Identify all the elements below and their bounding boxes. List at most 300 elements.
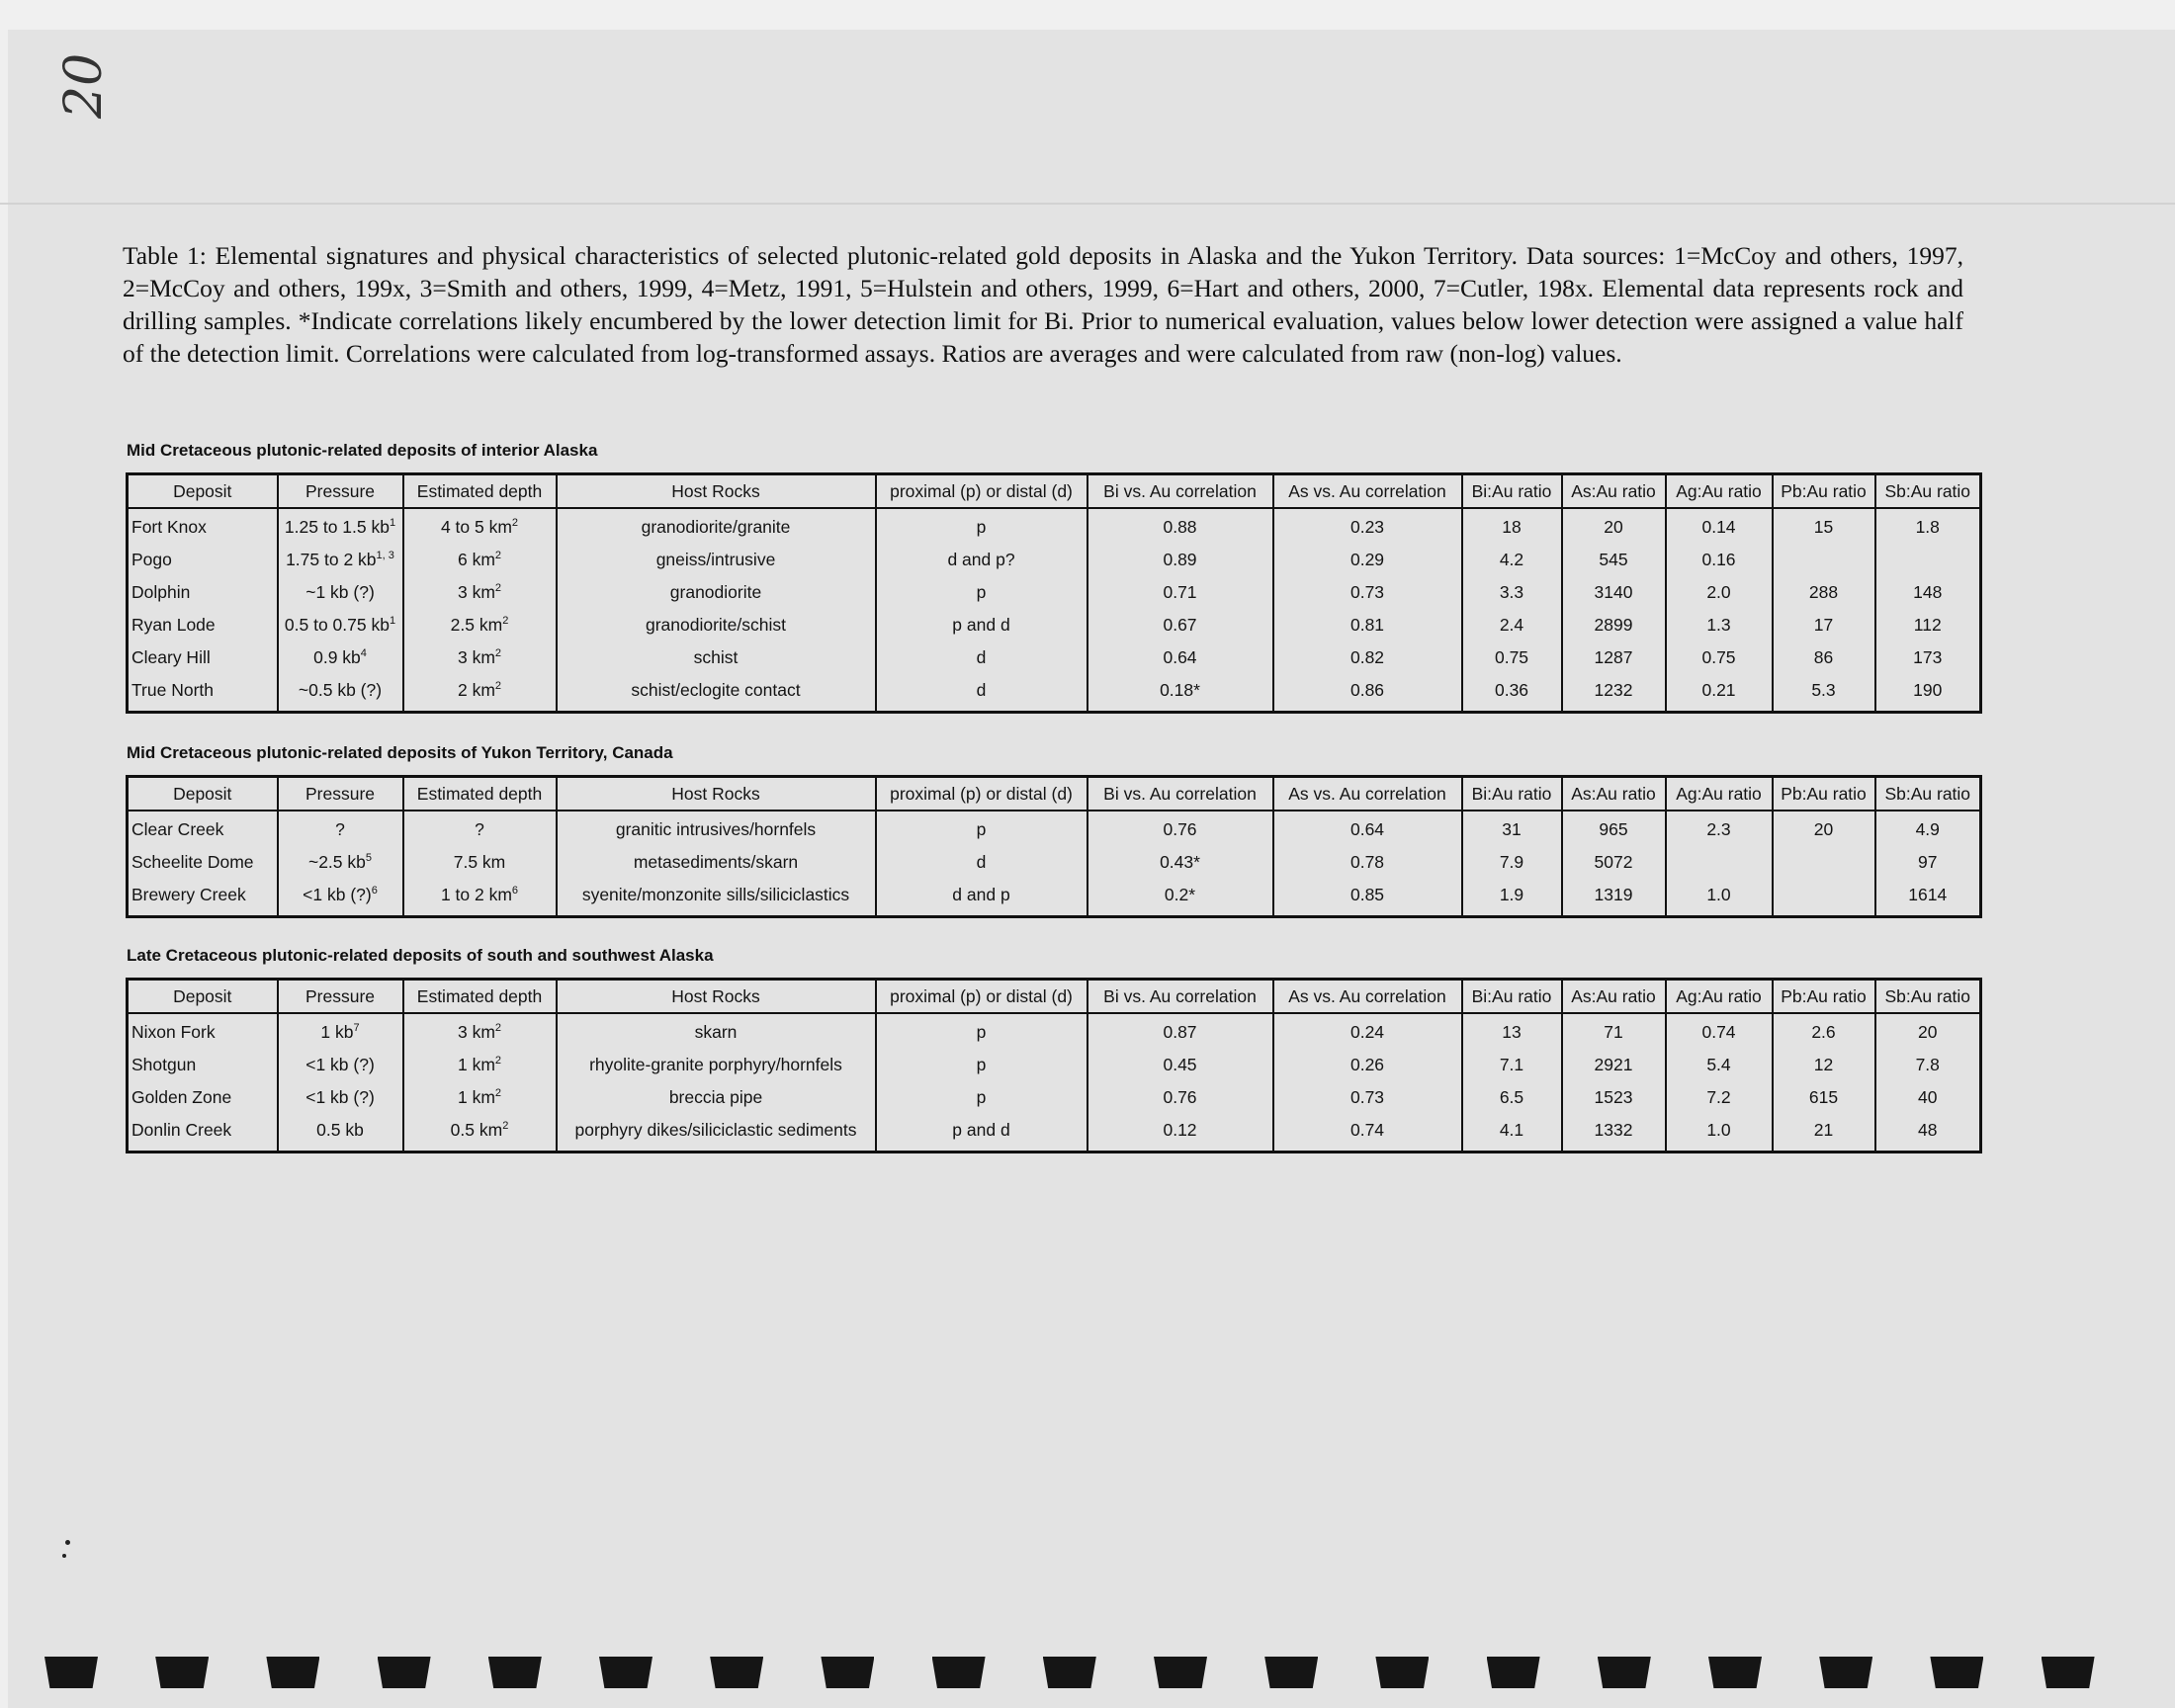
feed-hole	[710, 1657, 763, 1688]
cell-bi-au-ratio	[1462, 508, 1562, 544]
table-caption: Table 1: Elemental signatures and physical characteristics of selected plutonic-related gold deposits in Alaska and the Yukon Territory. Data sources: 1=McCoy and others, 1997, 2=McCoy and others, 199x, 3=Smith and others, 1999, 4=Metz, 1991, 5=Hulstein and others, 1999, 6=Hart and others, 2000, 7=Cutler, 198x. Elemental data represents rock and drilling samples. *Indicate correlations likely encumbered by the lower detection limit for Bi. Prior to numerical evaluation, values below lower detection were assigned a value half of the detection limit. Correlations were calculated from log-transformed assays. Ratios are averages and were calculated from raw (non-log) values.	[123, 241, 1963, 368]
column-header-pressure: Pressure	[278, 980, 403, 1014]
cell-as-au-correlation	[1273, 1114, 1462, 1153]
feed-hole	[1819, 1657, 1872, 1688]
cell-as-au-ratio	[1562, 846, 1666, 879]
header-row	[128, 980, 1981, 1014]
cell-value: 86	[1813, 647, 1834, 667]
cell-value: 0.73	[1349, 1087, 1385, 1107]
feed-hole	[821, 1657, 874, 1688]
cell-as-au-correlation	[1273, 879, 1462, 917]
cell-value: 21	[1813, 1120, 1834, 1140]
cell-as-au-correlation	[1273, 576, 1462, 609]
column-header-proximal-distal: proximal (p) or distal (d)	[876, 474, 1088, 509]
source-footnote: 2	[494, 680, 502, 693]
cell-estimated-depth	[403, 576, 557, 609]
cell-bi-au-ratio	[1462, 674, 1562, 713]
cell-pressure	[278, 846, 403, 879]
cell-value: porphyry dikes/siliciclastic sediments	[574, 1120, 857, 1140]
cell-value: 0.67	[1163, 615, 1197, 635]
table-row	[128, 641, 1981, 674]
cell-proximal-distal	[876, 1081, 1088, 1114]
cell-bi-au-ratio	[1462, 544, 1562, 576]
cell-value: 4.2	[1499, 550, 1524, 569]
cell-proximal-distal	[876, 576, 1088, 609]
cell-value: 7.9	[1499, 852, 1524, 872]
cell-value: 7.1	[1499, 1055, 1524, 1074]
cell-value: Fort Knox	[131, 517, 207, 537]
cell-value: 112	[1913, 615, 1942, 635]
cell-host-rocks	[557, 1049, 876, 1081]
cell-host-rocks	[557, 1114, 876, 1153]
cell-value: metasediments/skarn	[633, 852, 799, 872]
cell-deposit	[128, 609, 278, 641]
cell-ag-au-ratio	[1666, 674, 1773, 713]
table-row	[128, 811, 1981, 846]
cell-value: 0.86	[1349, 680, 1385, 700]
cell-value: 17	[1813, 615, 1834, 635]
cell-bi-au-correlation	[1088, 544, 1273, 576]
cell-proximal-distal	[876, 641, 1088, 674]
cell-value: schist	[693, 647, 739, 667]
table-row	[128, 609, 1981, 641]
source-footnote: 2	[511, 517, 519, 530]
cell-value: 1332	[1594, 1120, 1633, 1140]
cell-value: True North	[131, 680, 214, 700]
cell-pb-au-ratio	[1773, 674, 1875, 713]
cell-proximal-distal	[876, 811, 1088, 846]
column-header-pressure: Pressure	[278, 474, 403, 509]
cell-proximal-distal	[876, 879, 1088, 917]
cell-value: 0.64	[1163, 647, 1197, 667]
column-header-estimated-depth: Estimated depth	[403, 777, 557, 811]
cell-pressure	[278, 544, 403, 576]
cell-ag-au-ratio	[1666, 1049, 1773, 1081]
table-yukon	[126, 775, 1982, 918]
cell-value: granodiorite/granite	[641, 517, 791, 537]
source-footnote: 6	[371, 885, 378, 897]
cell-value: syenite/monzonite sills/siliciclastics	[581, 885, 850, 904]
cell-sb-au-ratio	[1875, 609, 1981, 641]
cell-as-au-correlation	[1273, 1049, 1462, 1081]
cell-bi-au-ratio	[1462, 879, 1562, 917]
cell-value: 20	[1604, 517, 1623, 537]
cell-host-rocks	[557, 641, 876, 674]
cell-proximal-distal	[876, 846, 1088, 879]
cell-sb-au-ratio	[1875, 1049, 1981, 1081]
cell-estimated-depth	[403, 609, 557, 641]
cell-proximal-distal	[876, 1114, 1088, 1153]
cell-value: Brewery Creek	[131, 885, 246, 904]
cell-as-au-ratio	[1562, 576, 1666, 609]
cell-as-au-correlation	[1273, 1081, 1462, 1114]
cell-pb-au-ratio	[1773, 811, 1875, 846]
cell-estimated-depth	[403, 641, 557, 674]
section-title-interior-alaska: Mid Cretaceous plutonic-related deposits of interior Alaska	[127, 441, 598, 460]
cell-as-au-ratio	[1562, 879, 1666, 917]
cell-as-au-ratio	[1562, 1013, 1666, 1049]
cell-pressure	[278, 609, 403, 641]
cell-proximal-distal	[876, 1049, 1088, 1081]
cell-value: 0.64	[1349, 819, 1385, 839]
cell-ag-au-ratio	[1666, 1114, 1773, 1153]
feed-hole	[1708, 1657, 1762, 1688]
cell-value: Pogo	[131, 550, 172, 569]
cell-pb-au-ratio	[1773, 1114, 1875, 1153]
cell-value: d and p	[952, 885, 1010, 904]
column-header-as-au-correlation: As vs. Au correlation	[1273, 474, 1462, 509]
cell-deposit	[128, 576, 278, 609]
feed-hole	[1043, 1657, 1096, 1688]
scan-left-margin	[0, 30, 8, 1708]
cell-pressure	[278, 1049, 403, 1081]
cell-value: granodiorite/schist	[645, 615, 787, 635]
table-south-alaska	[126, 978, 1982, 1153]
cell-pb-au-ratio	[1773, 508, 1875, 544]
cell-deposit	[128, 508, 278, 544]
cell-host-rocks	[557, 609, 876, 641]
cell-value: Scheelite Dome	[131, 852, 254, 872]
cell-host-rocks	[557, 811, 876, 846]
cell-value: 965	[1599, 819, 1628, 839]
cell-value: gneiss/intrusive	[655, 550, 776, 569]
cell-value: 0.9 kb	[313, 647, 361, 667]
cell-value: 0.26	[1349, 1055, 1385, 1074]
cell-as-au-ratio	[1562, 508, 1666, 544]
cell-value: 3.3	[1499, 582, 1524, 602]
cell-value: 0.14	[1701, 517, 1736, 537]
column-header-ag-au-ratio: Ag:Au ratio	[1666, 777, 1773, 811]
cell-value: 0.74	[1701, 1022, 1736, 1042]
source-footnote: 1	[389, 517, 396, 530]
cell-value: <1 kb (?)	[305, 1087, 375, 1107]
source-footnote: 4	[360, 647, 367, 660]
cell-value: skarn	[694, 1022, 738, 1042]
column-header-proximal-distal: proximal (p) or distal (d)	[876, 777, 1088, 811]
section-title-south-alaska: Late Cretaceous plutonic-related deposits of south and southwest Alaska	[127, 946, 714, 965]
cell-ag-au-ratio	[1666, 544, 1773, 576]
column-header-sb-au-ratio: Sb:Au ratio	[1875, 777, 1981, 811]
table-row	[128, 1081, 1981, 1114]
cell-value: 0.87	[1163, 1022, 1197, 1042]
cell-value: Nixon Fork	[131, 1022, 216, 1042]
cell-bi-au-correlation	[1088, 609, 1273, 641]
cell-value: Cleary Hill	[131, 647, 211, 667]
cell-value: 1.25 to 1.5 kb	[284, 517, 390, 537]
cell-bi-au-correlation	[1088, 576, 1273, 609]
cell-bi-au-correlation	[1088, 846, 1273, 879]
cell-host-rocks	[557, 544, 876, 576]
cell-as-au-correlation	[1273, 609, 1462, 641]
feed-hole	[1930, 1657, 1983, 1688]
scan-top-margin	[0, 0, 2175, 30]
cell-value: 1523	[1594, 1087, 1633, 1107]
cell-value: Clear Creek	[131, 819, 224, 839]
feed-hole	[378, 1657, 431, 1688]
cell-host-rocks	[557, 1013, 876, 1049]
cell-host-rocks	[557, 508, 876, 544]
cell-value: 15	[1813, 517, 1834, 537]
cell-pressure	[278, 576, 403, 609]
cell-value: 48	[1918, 1120, 1938, 1140]
column-header-proximal-distal: proximal (p) or distal (d)	[876, 980, 1088, 1014]
cell-pb-au-ratio	[1773, 1013, 1875, 1049]
cell-value: 545	[1599, 550, 1628, 569]
feed-hole	[266, 1657, 319, 1688]
cell-value: 6.5	[1499, 1087, 1524, 1107]
cell-pressure	[278, 641, 403, 674]
cell-estimated-depth	[403, 879, 557, 917]
feed-hole	[1264, 1657, 1318, 1688]
cell-value: d	[976, 680, 987, 700]
cell-value: 2 km	[457, 680, 495, 700]
cell-value: 1 kb	[320, 1022, 354, 1042]
cell-sb-au-ratio	[1875, 811, 1981, 846]
cell-value: 1.0	[1706, 1120, 1731, 1140]
column-header-deposit: Deposit	[128, 474, 278, 509]
cell-as-au-ratio	[1562, 674, 1666, 713]
cell-bi-au-correlation	[1088, 1081, 1273, 1114]
source-footnote: 2	[502, 1120, 509, 1133]
column-header-pb-au-ratio: Pb:Au ratio	[1773, 777, 1875, 811]
table-row	[128, 846, 1981, 879]
cell-deposit	[128, 544, 278, 576]
cell-value: 1287	[1594, 647, 1633, 667]
cell-estimated-depth	[403, 508, 557, 544]
column-header-pressure: Pressure	[278, 777, 403, 811]
cell-sb-au-ratio	[1875, 508, 1981, 544]
cell-value: 40	[1918, 1087, 1938, 1107]
cell-pb-au-ratio	[1773, 609, 1875, 641]
cell-value: 0.5 to 0.75 kb	[284, 615, 390, 635]
cell-value: 3 km	[457, 647, 495, 667]
feed-hole	[155, 1657, 209, 1688]
cell-sb-au-ratio	[1875, 1081, 1981, 1114]
cell-as-au-correlation	[1273, 544, 1462, 576]
cell-value: breccia pipe	[668, 1087, 763, 1107]
cell-value: 13	[1502, 1022, 1522, 1042]
cell-value: 0.88	[1163, 517, 1197, 537]
cell-value: 0.24	[1349, 1022, 1385, 1042]
cell-value: 2921	[1594, 1055, 1633, 1074]
cell-value: 0.75	[1494, 647, 1529, 667]
cell-pressure	[278, 674, 403, 713]
table-row	[128, 1049, 1981, 1081]
column-header-as-au-ratio: As:Au ratio	[1562, 777, 1666, 811]
cell-sb-au-ratio	[1875, 1114, 1981, 1153]
column-header-bi-au-correlation: Bi vs. Au correlation	[1088, 777, 1273, 811]
source-footnote: 2	[502, 615, 509, 628]
cell-value: 0.75	[1701, 647, 1736, 667]
feed-hole	[932, 1657, 986, 1688]
cell-value: 0.74	[1349, 1120, 1385, 1140]
cell-pressure	[278, 811, 403, 846]
table-row	[128, 1013, 1981, 1049]
cell-sb-au-ratio	[1875, 1013, 1981, 1049]
cell-pb-au-ratio	[1773, 1049, 1875, 1081]
cell-deposit	[128, 811, 278, 846]
cell-ag-au-ratio	[1666, 846, 1773, 879]
cell-estimated-depth	[403, 846, 557, 879]
cell-pressure	[278, 1013, 403, 1049]
cell-host-rocks	[557, 879, 876, 917]
cell-host-rocks	[557, 1081, 876, 1114]
cell-deposit	[128, 641, 278, 674]
cell-value: 1614	[1908, 885, 1948, 904]
column-header-sb-au-ratio: Sb:Au ratio	[1875, 980, 1981, 1014]
cell-value: 0.36	[1494, 680, 1529, 700]
cell-value: 148	[1913, 582, 1943, 602]
feed-hole	[1154, 1657, 1207, 1688]
cell-value: 7.5 km	[453, 852, 506, 872]
cell-pb-au-ratio	[1773, 641, 1875, 674]
cell-as-au-correlation	[1273, 674, 1462, 713]
cell-as-au-ratio	[1562, 641, 1666, 674]
cell-bi-au-ratio	[1462, 811, 1562, 846]
cell-value: 190	[1913, 680, 1943, 700]
source-footnote: 2	[494, 550, 502, 562]
cell-proximal-distal	[876, 544, 1088, 576]
cell-value: 0.45	[1163, 1055, 1197, 1074]
cell-value: 0.2*	[1164, 885, 1196, 904]
cell-value: Donlin Creek	[131, 1120, 232, 1140]
column-header-as-au-correlation: As vs. Au correlation	[1273, 777, 1462, 811]
cell-bi-au-ratio	[1462, 576, 1562, 609]
cell-as-au-ratio	[1562, 609, 1666, 641]
source-footnote: 7	[353, 1022, 360, 1035]
cell-ag-au-ratio	[1666, 811, 1773, 846]
cell-value: 1.9	[1499, 885, 1524, 904]
cell-value: 2.5 km	[450, 615, 503, 635]
cell-value: 1.3	[1706, 615, 1731, 635]
cell-proximal-distal	[876, 508, 1088, 544]
cell-value: 18	[1502, 517, 1522, 537]
cell-value: d	[976, 647, 987, 667]
cell-value: 3 km	[457, 1022, 495, 1042]
cell-deposit	[128, 1049, 278, 1081]
cell-value: ~2.5 kb	[307, 852, 366, 872]
cell-as-au-ratio	[1562, 1049, 1666, 1081]
cell-bi-au-ratio	[1462, 1013, 1562, 1049]
cell-bi-au-correlation	[1088, 811, 1273, 846]
cell-value: 0.81	[1349, 615, 1385, 635]
cell-value: 2.3	[1706, 819, 1731, 839]
cell-value: Ryan Lode	[131, 615, 216, 635]
cell-value: 2899	[1594, 615, 1633, 635]
cell-value: ~0.5 kb (?)	[298, 680, 383, 700]
cell-value: 173	[1913, 647, 1943, 667]
cell-as-au-correlation	[1273, 811, 1462, 846]
cell-bi-au-ratio	[1462, 641, 1562, 674]
cell-as-au-correlation	[1273, 508, 1462, 544]
cell-pressure	[278, 1081, 403, 1114]
cell-ag-au-ratio	[1666, 576, 1773, 609]
cell-value: granitic intrusives/hornfels	[615, 819, 817, 839]
cell-as-au-ratio	[1562, 544, 1666, 576]
cell-sb-au-ratio	[1875, 641, 1981, 674]
cell-value: p	[976, 1055, 987, 1074]
cell-sb-au-ratio	[1875, 544, 1981, 576]
cell-value: Shotgun	[131, 1055, 197, 1074]
cell-ag-au-ratio	[1666, 508, 1773, 544]
column-header-as-au-correlation: As vs. Au correlation	[1273, 980, 1462, 1014]
cell-ag-au-ratio	[1666, 879, 1773, 917]
cell-value: 0.29	[1349, 550, 1385, 569]
cell-sb-au-ratio	[1875, 576, 1981, 609]
cell-host-rocks	[557, 674, 876, 713]
cell-value: <1 kb (?)	[303, 885, 372, 904]
cell-as-au-correlation	[1273, 846, 1462, 879]
cell-bi-au-ratio	[1462, 846, 1562, 879]
cell-value: p	[976, 1087, 987, 1107]
cell-bi-au-ratio	[1462, 1081, 1562, 1114]
source-footnote: 2	[494, 582, 502, 595]
cell-bi-au-ratio	[1462, 1114, 1562, 1153]
table-row	[128, 576, 1981, 609]
cell-value: d	[976, 852, 987, 872]
cell-estimated-depth	[403, 811, 557, 846]
cell-value: 5.3	[1811, 680, 1836, 700]
cell-value: 1.0	[1706, 885, 1731, 904]
cell-ag-au-ratio	[1666, 1013, 1773, 1049]
cell-as-au-ratio	[1562, 811, 1666, 846]
cell-value: <1 kb (?)	[305, 1055, 375, 1074]
cell-value: 5072	[1594, 852, 1633, 872]
cell-deposit	[128, 1114, 278, 1153]
source-footnote: 2	[494, 1022, 502, 1035]
cell-estimated-depth	[403, 1013, 557, 1049]
cell-value: p	[976, 819, 987, 839]
cell-host-rocks	[557, 846, 876, 879]
cell-value: 0.89	[1163, 550, 1197, 569]
cell-value: 97	[1918, 852, 1938, 872]
source-footnote: 2	[494, 1087, 502, 1100]
cell-value: 31	[1502, 819, 1522, 839]
column-header-bi-au-correlation: Bi vs. Au correlation	[1088, 474, 1273, 509]
source-footnote: 2	[494, 647, 502, 660]
cell-value: 71	[1604, 1022, 1623, 1042]
cell-value: 0.5 kb	[316, 1120, 364, 1140]
cell-value: 0.43*	[1160, 852, 1200, 872]
cell-bi-au-correlation	[1088, 674, 1273, 713]
tractor-feed-holes	[44, 1657, 2140, 1690]
cell-ag-au-ratio	[1666, 641, 1773, 674]
table-row	[128, 879, 1981, 917]
cell-value: 0.12	[1163, 1120, 1197, 1140]
cell-value: p and d	[952, 615, 1010, 635]
cell-value: schist/eclogite contact	[631, 680, 801, 700]
cell-value: 0.18*	[1160, 680, 1200, 700]
source-footnote: 2	[494, 1055, 502, 1068]
column-header-bi-au-ratio: Bi:Au ratio	[1462, 777, 1562, 811]
cell-value: 0.16	[1701, 550, 1736, 569]
cell-value: 5.4	[1706, 1055, 1731, 1074]
column-header-pb-au-ratio: Pb:Au ratio	[1773, 474, 1875, 509]
cell-bi-au-correlation	[1088, 508, 1273, 544]
source-footnote: 1	[389, 615, 396, 628]
cell-value: 12	[1813, 1055, 1834, 1074]
column-header-host-rocks: Host Rocks	[557, 474, 876, 509]
cell-sb-au-ratio	[1875, 846, 1981, 879]
cell-value: 1232	[1594, 680, 1633, 700]
feed-hole	[599, 1657, 652, 1688]
header-row	[128, 474, 1981, 509]
cell-as-au-correlation	[1273, 1013, 1462, 1049]
page-number: 20	[54, 52, 114, 119]
cell-value: ?	[475, 819, 484, 839]
column-header-pb-au-ratio: Pb:Au ratio	[1773, 980, 1875, 1014]
cell-pb-au-ratio	[1773, 879, 1875, 917]
